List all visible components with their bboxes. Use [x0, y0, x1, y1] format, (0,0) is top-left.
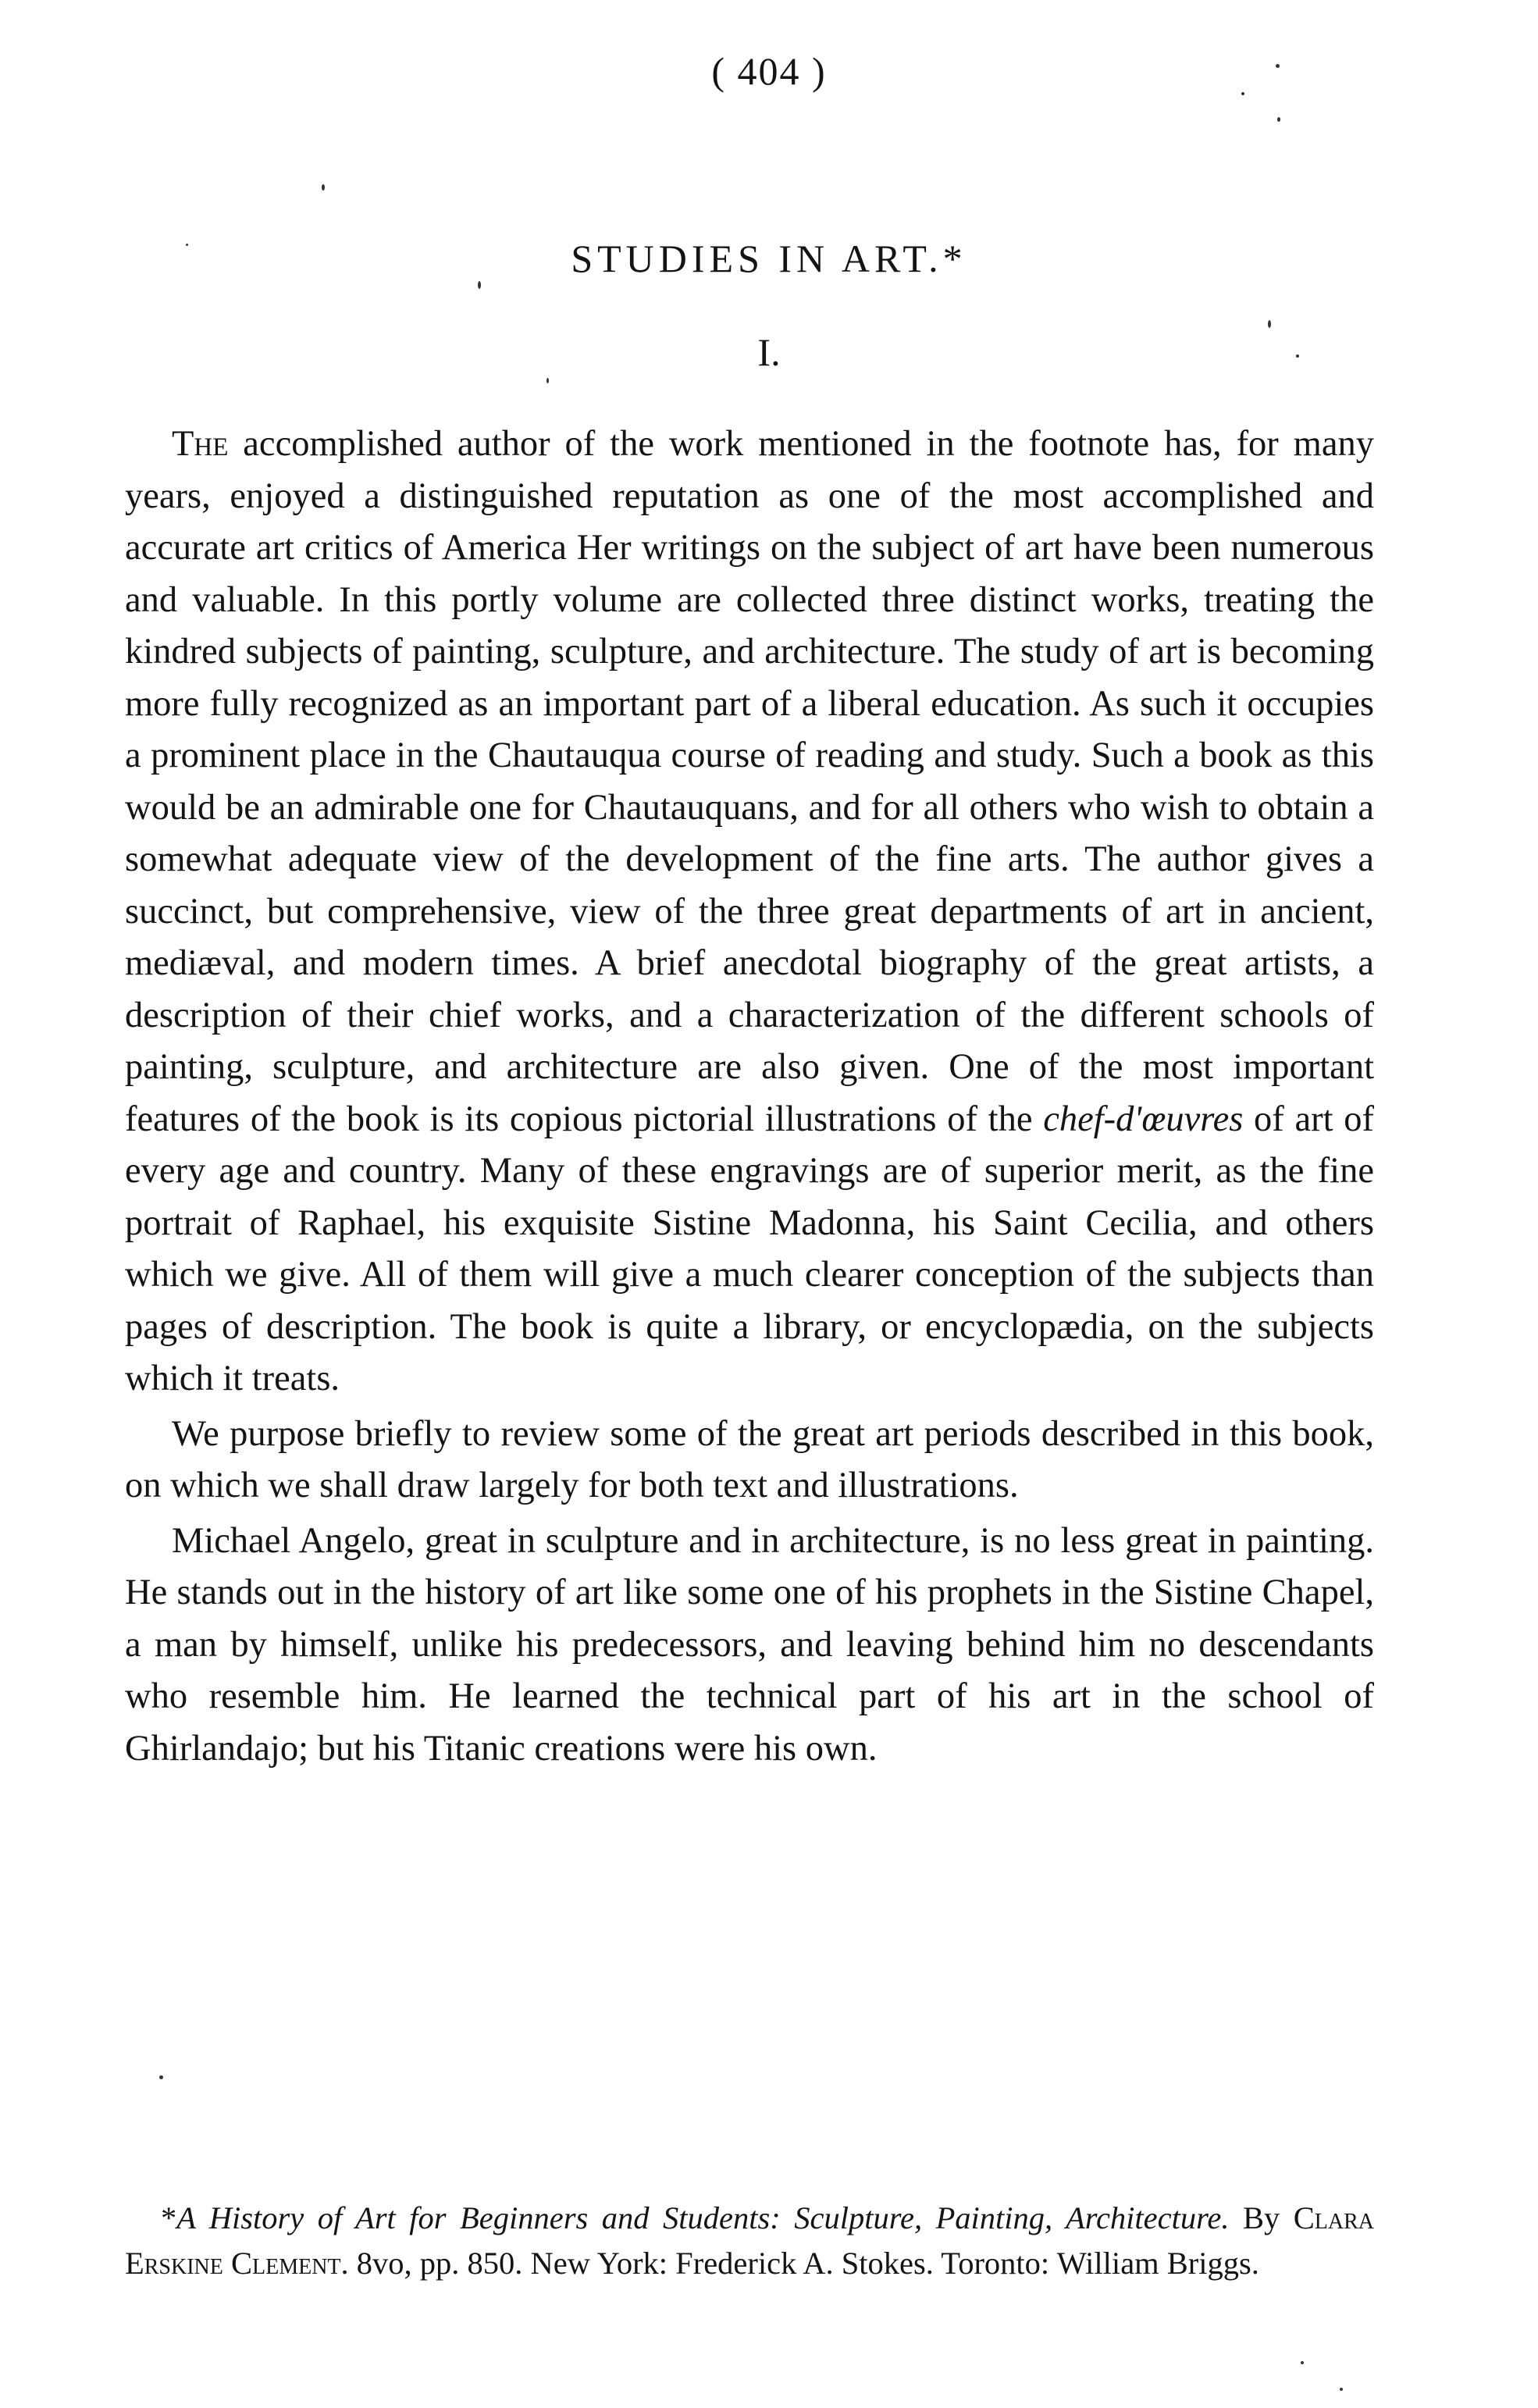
scan-speck — [1241, 92, 1244, 95]
footnote-marker: * — [161, 2200, 177, 2235]
paragraph-2: We purpose briefly to review some of the great art periods described in this book, on which we shall draw largely for both text and illustrations. — [125, 1413, 1374, 1505]
page-number: ( 404 ) — [711, 49, 827, 93]
scan-speck — [546, 378, 549, 383]
paragraph-1 — [125, 419, 1374, 1405]
scan-speck — [186, 244, 188, 246]
paragraph-lead-word: The — [172, 424, 229, 464]
footnote-by: By — [1229, 2200, 1294, 2235]
section-numeral: I. — [757, 330, 781, 374]
scan-speck — [1301, 2361, 1304, 2364]
scan-speck — [1340, 2388, 1343, 2391]
article-title: STUDIES IN ART.* — [571, 237, 967, 280]
italic-term: chef-d'œuvres — [1043, 1099, 1244, 1139]
scan-speck — [1276, 64, 1280, 68]
scan-speck — [1277, 117, 1280, 122]
footnote-author: Clara Erskine Clement. — [125, 2200, 1374, 2281]
scan-speck — [478, 281, 481, 289]
scan-speck — [159, 2075, 163, 2079]
footnote — [125, 2196, 1374, 2286]
scan-speck — [1296, 354, 1299, 358]
paragraph-1-text-continued: of art of every age and country. Many of these engravings are of superior merit, as the fine portrait of Raphael, his exquisite Sistine Madonna, his Saint Cecilia, and others which we give. All of them will give a much clearer conception of the subjects than pages of description. The book is quite a library, or encyclopædia, on the subjects which it treats. — [125, 1099, 1374, 1398]
footnote-publication: 8vo, pp. 850. New York: Frederick A. Stokes. Toronto: William Briggs. — [348, 2246, 1259, 2281]
paragraph-3: Michael Angelo, great in sculpture and in architecture, is no less great in painting. He stands out in the history of art like some one of his prophets in the Sistine Chapel, a man by himself, unlike his predecessors, and leaving behind him no descendants who resemble him. He learned the technical part of his art in the school of Ghirlandajo; but his Titanic creations were his own. — [125, 1520, 1374, 1769]
article-body — [125, 419, 1374, 1775]
scan-speck — [1268, 320, 1271, 328]
footnote-book-title: A History of Art for Beginners and Students: Sculpture, Painting, Architecture. — [176, 2200, 1230, 2235]
scan-speck — [322, 184, 325, 191]
footnote-text — [125, 2196, 1374, 2286]
paragraph-1-text: accomplished author of the work mentioned in the footnote has, for many years, enjoyed a distinguished reputation as one of the most accomplished and accurate art critics of America Her writings on the subject of art have been numerous and valuable. In this portly volume are collected three distinct works, treating the kindred subjects of painting, sculpture, and architecture. The study of art is becoming more fully recognized as an important part of a liberal education. As such it occupies a prominent place in the Chautauqua course of reading and study. Such a book as this would be an admirable one for Chautauquans, and for all others who wish to obtain a somewhat adequate view of the development of the fine arts. The author gives a succinct, but comprehensive, view of the three great departments of art in ancient, mediæval, and modern times. A brief anecdotal biography of the great artists, a description of their chief works, and a characterization of the different schools of painting, sculpture, and architecture are also given. One of the most important features of the book is its copious pictorial illustrations of the — [125, 424, 1374, 1139]
